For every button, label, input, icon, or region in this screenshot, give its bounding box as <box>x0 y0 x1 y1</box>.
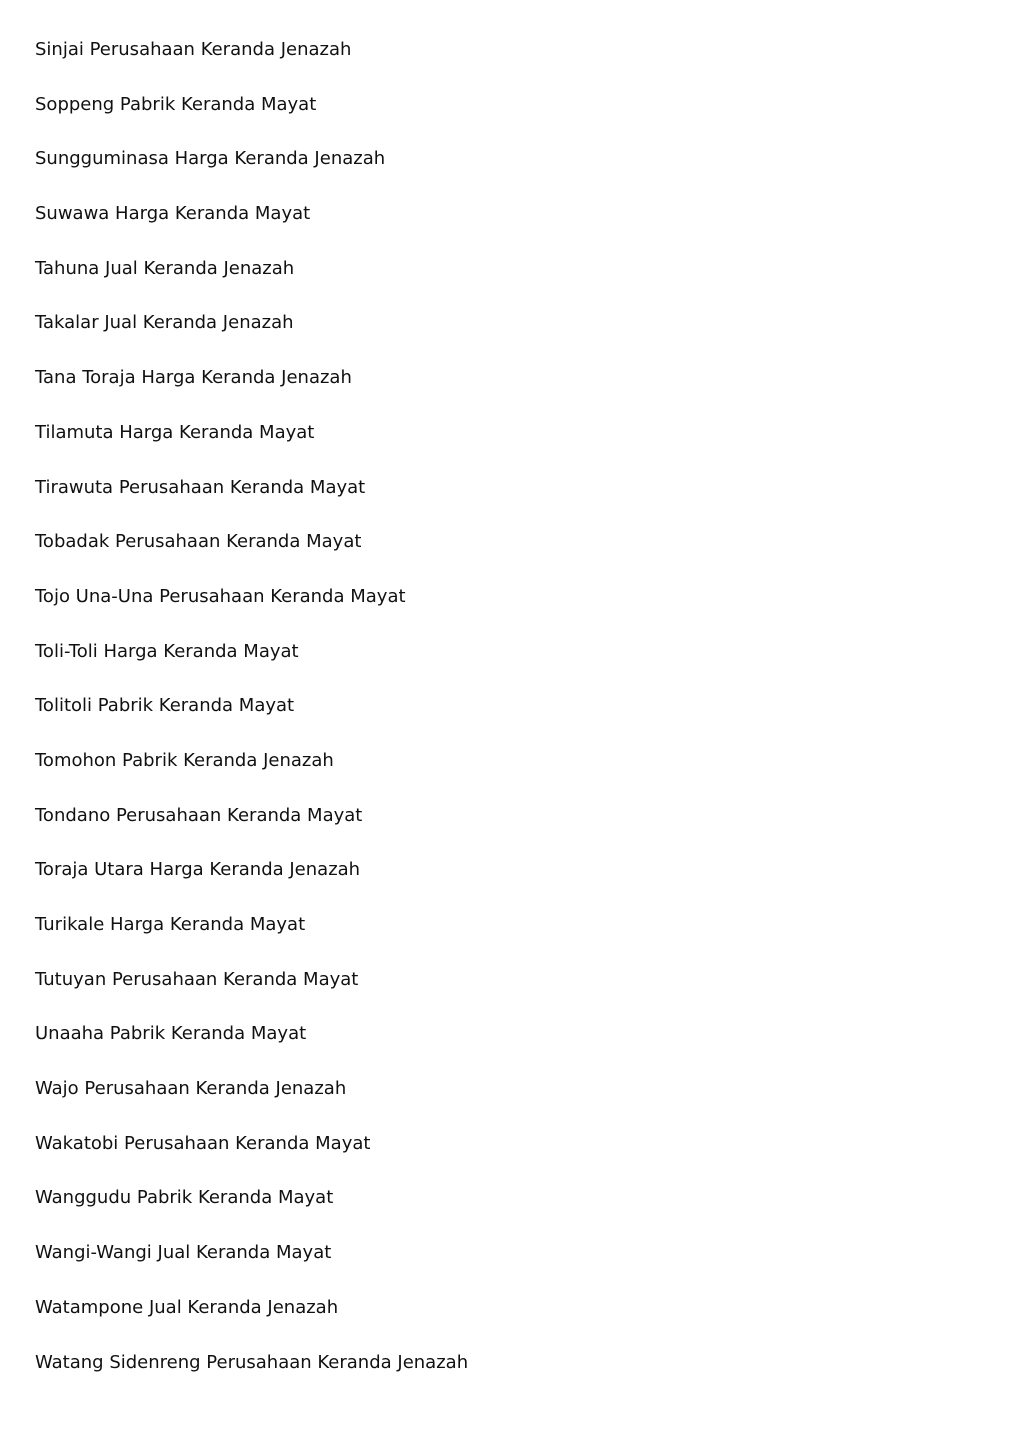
list-item: Wajo Perusahaan Keranda Jenazah <box>35 1078 347 1100</box>
list-item: Tana Toraja Harga Keranda Jenazah <box>35 367 352 389</box>
list-item: Tojo Una-Una Perusahaan Keranda Mayat <box>35 585 406 607</box>
list-item: Tirawuta Perusahaan Keranda Mayat <box>35 476 366 498</box>
list-item: Tutuyan Perusahaan Keranda Mayat <box>35 968 359 990</box>
list-item: Wangi-Wangi Jual Keranda Mayat <box>35 1242 332 1264</box>
list-item: Sungguminasa Harga Keranda Jenazah <box>35 148 386 170</box>
list-item: Tilamuta Harga Keranda Mayat <box>35 421 315 443</box>
list-item: Sinjai Perusahaan Keranda Jenazah <box>35 39 352 60</box>
location-list <box>35 37 468 1404</box>
list-item: Toli-Toli Harga Keranda Mayat <box>35 640 299 662</box>
list-item: Turikale Harga Keranda Mayat <box>35 914 306 935</box>
list-item: Wanggudu Pabrik Keranda Mayat <box>35 1187 334 1209</box>
list-item: Tobadak Perusahaan Keranda Mayat <box>35 531 362 553</box>
list-item: Takalar Jual Keranda Jenazah <box>35 312 294 334</box>
list-item: Watampone Jual Keranda Jenazah <box>35 1296 339 1318</box>
list-item: Tolitoli Pabrik Keranda Mayat <box>35 695 295 717</box>
list-item: Wakatobi Perusahaan Keranda Mayat <box>35 1132 371 1154</box>
list-item: Suwawa Harga Keranda Mayat <box>35 203 311 225</box>
list-item: Tomohon Pabrik Keranda Jenazah <box>35 749 334 771</box>
list-item: Tahuna Jual Keranda Jenazah <box>35 257 295 279</box>
list-item: Toraja Utara Harga Keranda Jenazah <box>35 859 361 881</box>
list-item: Watang Sidenreng Perusahaan Keranda Jenazah <box>35 1351 469 1373</box>
list-item: Soppeng Pabrik Keranda Mayat <box>35 93 317 115</box>
list-item: Unaaha Pabrik Keranda Mayat <box>35 1023 307 1045</box>
list-item: Tondano Perusahaan Keranda Mayat <box>35 804 363 826</box>
